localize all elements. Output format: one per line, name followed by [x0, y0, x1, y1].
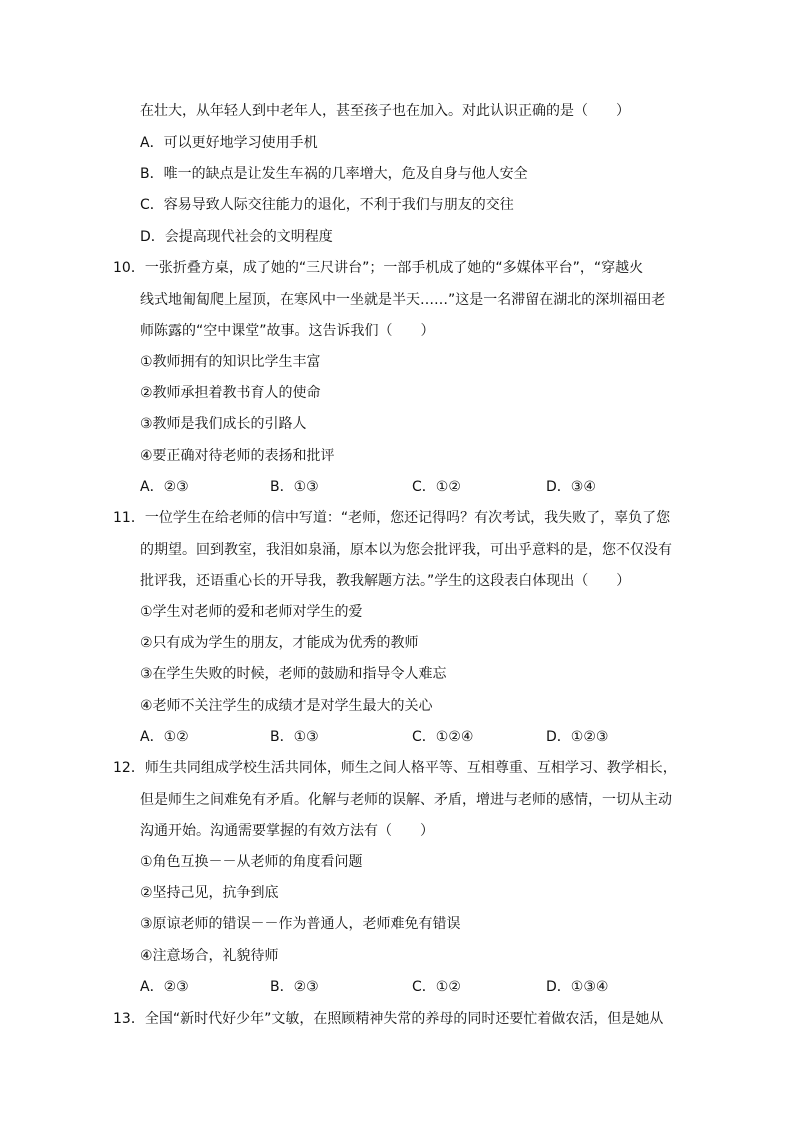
q9-option-c: C．容易导致人际交往能力的退化，不利于我们与朋友的交往 — [140, 197, 514, 213]
q11-statement-4: ④老师不关注学生的成绩才是对学生最大的关心 — [140, 698, 433, 714]
q12-choice-a: A．②③ — [140, 979, 189, 995]
q10-choice-c: C．①② — [412, 479, 461, 495]
q12-statement-3: ③原谅老师的错误－－作为普通人，老师难免有错误 — [140, 916, 461, 932]
q9-option-a: A．可以更好地学习使用手机 — [140, 135, 318, 151]
q10-stem-line-1: 10．一张折叠方桌，成了她的“三尺讲台”；一部手机成了她的“多媒体平台”，“穿越火 — [113, 260, 644, 276]
q12-stem-line-2: 但是师生之间难免有矛盾。化解与老师的误解、矛盾，增进与老师的感情，一切从主动 — [140, 792, 672, 808]
q11-stem-line-3: 批评我，还语重心长的开导我，教我解题方法。”学生的这段表白体现出（ ） — [140, 573, 631, 589]
q9-option-b: B．唯一的缺点是让发生车祸的几率增大，危及自身与他人安全 — [140, 166, 528, 182]
q10-statement-3: ③教师是我们成长的引路人 — [140, 416, 307, 432]
q9-option-d: D．会提高现代社会的文明程度 — [140, 229, 333, 245]
q12-stem-line-1: 12．师生共同组成学校生活共同体，师生之间人格平等、互相尊重、互相学习、教学相长， — [113, 760, 677, 776]
q11-statement-2: ②只有成为学生的朋友，才能成为优秀的教师 — [140, 635, 419, 651]
q11-choice-b: B．①③ — [270, 729, 319, 745]
q12-choice-d: D．①③④ — [546, 979, 609, 995]
q10-statement-1: ①教师拥有的知识比学生丰富 — [140, 354, 321, 370]
q10-statement-2: ②教师承担着教书育人的使命 — [140, 385, 321, 401]
q10-choice-a: A．②③ — [140, 479, 189, 495]
q11-choice-a: A．①② — [140, 729, 189, 745]
q9-stem-continuation: 在壮大，从年轻人到中老年人，甚至孩子也在加入。对此认识正确的是（ ） — [140, 103, 630, 119]
q12-statement-1: ①角色互换－－从老师的角度看问题 — [140, 854, 363, 870]
q12-statement-2: ②坚持己见，抗争到底 — [140, 885, 279, 901]
q11-statement-3: ③在学生失败的时候，老师的鼓励和指导令人难忘 — [140, 666, 447, 682]
q11-choice-d: D．①②③ — [546, 729, 609, 745]
q10-statement-4: ④要正确对待老师的表扬和批评 — [140, 448, 335, 464]
q12-choice-c: C．①② — [412, 979, 461, 995]
q12-choice-b: B．②③ — [270, 979, 319, 995]
q13-stem-line-1: 13．全国“新时代好少年”文敏，在照顾精神失常的养母的同时还要忙着做农活，但是她从 — [113, 1011, 664, 1027]
q12-statement-4: ④注意场合，礼貌待师 — [140, 948, 279, 964]
q12-stem-line-3: 沟通开始。沟通需要掌握的有效方法有（ ） — [140, 823, 434, 839]
q11-stem-line-1: 11．一位学生在给老师的信中写道：“老师，您还记得吗？有次考试，我失败了，辜负了您 — [113, 510, 671, 526]
q10-stem-line-2: 线式地匍匐爬上屋顶，在寒风中一坐就是半天……”这是一名滞留在湖北的深圳福田老 — [140, 292, 666, 308]
q10-choice-b: B．①③ — [270, 479, 319, 495]
q10-choice-d: D．③④ — [546, 479, 596, 495]
q11-stem-line-2: 的期望。回到教室，我泪如泉涌，原本以为您会批评我，可出乎意料的是，您不仅没有 — [140, 542, 672, 558]
q10-stem-line-3: 师陈露的“空中课堂”故事。这告诉我们（ ） — [140, 323, 435, 339]
q11-statement-1: ①学生对老师的爱和老师对学生的爱 — [140, 604, 363, 620]
q11-choice-c: C．①②④ — [412, 729, 474, 745]
